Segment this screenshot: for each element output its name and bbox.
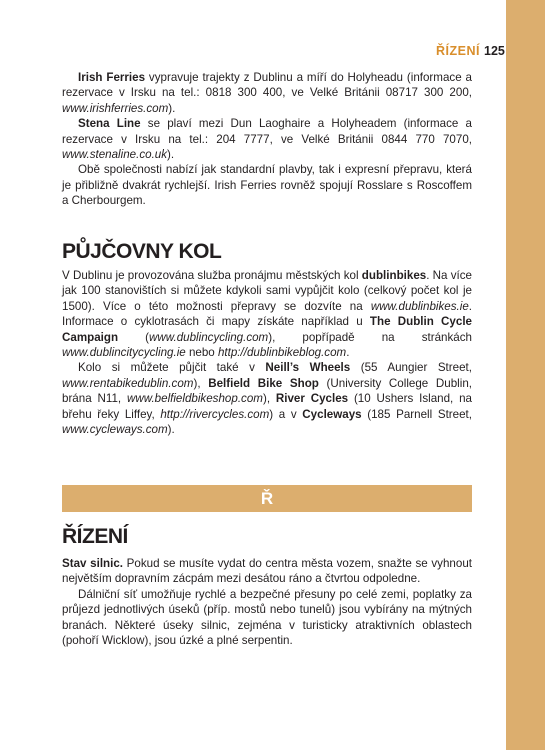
web-link: www.irishferries.com xyxy=(62,101,169,115)
text-run: Pokud se musíte vydat do centra města vozem, snažte se vyhnout největším dopravním zácpám mezi desátou ráno a čtvrtou odpoledne. xyxy=(62,557,472,586)
text-run: V Dublinu je provozována služba pronájmu městských kol xyxy=(62,269,362,282)
bold-term: Stena Line xyxy=(78,117,141,131)
text-run: ). xyxy=(167,148,175,162)
driving-block xyxy=(62,556,472,648)
paragraph-irish-ferries xyxy=(62,70,472,116)
text-run: ) a v xyxy=(269,407,303,421)
bike-rental-block xyxy=(62,268,472,437)
text-run: ), popřípadě na stránkách xyxy=(268,330,472,344)
bold-term: dublinbikes xyxy=(361,269,427,282)
text-run: vypravuje trajekty z Dublinu a míří do Holyheadu (informace a rezervace v Irsku na tel.: 0818 300 400, ve Velké Británii 08717 300 200, xyxy=(62,71,472,100)
bold-term: The Dublin Cycle Campaign xyxy=(62,315,472,344)
web-link: www.dublincitycycling.ie xyxy=(62,346,186,360)
ferries-block xyxy=(62,70,472,209)
web-link: http://dublinbikeblog.com xyxy=(217,346,347,360)
text-run: nebo xyxy=(185,346,218,360)
text-run: . xyxy=(346,346,350,360)
paragraph-motorways: Dálniční síť umožňuje rychlé a bezpečné přesuny po celé zemi, poplatky za průjezd jednotlivých úseků (příp. mostů nebo tunelů) jsou vybírány na mýtných branách. Některé úseky silnic, zejména v turisticky atraktivních oblastech (pohoří Wicklow), jsou úzké a plné serpentin. xyxy=(62,587,472,648)
text-run: (55 Aungier Street, xyxy=(350,361,472,375)
text-run: ). xyxy=(167,423,175,437)
web-link: http://rivercycles.com xyxy=(160,407,270,421)
web-link: www.belfieldbikeshop.com xyxy=(126,392,263,406)
running-head: ŘÍZENÍ xyxy=(436,44,480,58)
letter-divider-bar: Ř xyxy=(62,485,472,512)
bold-term: Stav silnic. xyxy=(62,557,124,570)
bold-term: Irish Ferries xyxy=(78,71,146,84)
text-run: (10 Ushers Island, na břehu řeky Liffey, xyxy=(62,392,472,421)
bold-term: Neill’s Wheels xyxy=(265,361,351,375)
text-run: ), xyxy=(193,376,209,390)
text-run: (185 Parnell Street, xyxy=(361,407,472,421)
bold-term: Cycleways xyxy=(302,407,362,421)
paragraph-stena-line xyxy=(62,116,472,162)
web-link: www.dublinbikes.ie xyxy=(370,299,469,313)
heading-bike-rental: PŮJČOVNY KOL xyxy=(62,240,222,263)
text-run: ). xyxy=(168,101,176,115)
text-run: Kolo si můžete půjčit také v xyxy=(78,361,266,375)
bold-term: River Cycles xyxy=(275,392,349,406)
paragraph-bike-shops xyxy=(62,360,472,437)
text-run: . Informace o cyklotrasách či mapy získáte například u xyxy=(62,299,472,329)
web-link: www.dublincycling.com xyxy=(149,330,269,344)
text-run: ( xyxy=(118,330,150,344)
text-run: . Na více jak 100 stanovištích si můžete kdykoli sami vypůjčit kolo (celkový počet kol je 1500). Více o této možnosti přepravy se dozvíte na xyxy=(62,269,472,313)
heading-driving: ŘÍZENÍ xyxy=(62,525,128,548)
web-link: www.rentabikedublin.com xyxy=(62,376,194,390)
bold-term: Belfield Bike Shop xyxy=(208,376,319,390)
web-link: www.cycleways.com xyxy=(62,423,168,437)
page-number: 125 xyxy=(484,44,505,58)
web-link: www.stenaline.co.uk xyxy=(62,148,168,162)
paragraph-road-conditions xyxy=(62,556,472,587)
side-thumb-tab xyxy=(506,0,545,750)
text-run: se plaví mezi Dun Laoghaire a Holyheadem (informace a rezervace v Irsku na tel.: 204 7777, ve Velké Británii 0844 770 7070, xyxy=(62,117,472,146)
text-run: ), xyxy=(262,392,276,406)
paragraph-dublinbikes xyxy=(62,268,472,360)
text-run: (University College Dublin, brána N11, xyxy=(62,376,472,406)
paragraph-services: Obě společnosti nabízí jak standardní plavby, tak i expresní přepravu, která je přibližně dvakrát rychlejší. Irish Ferries rovněž spojují Rosslare s Roscoffem a Cherbourgem. xyxy=(62,163,472,208)
